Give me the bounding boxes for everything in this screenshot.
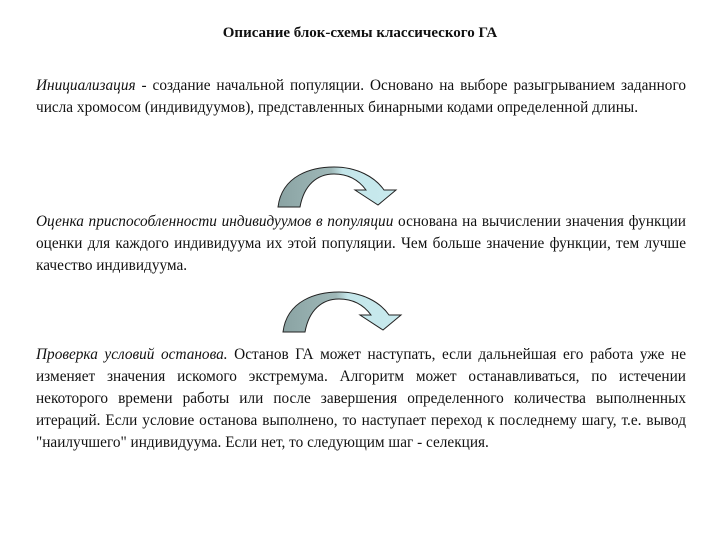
- curved-arrow-icon: [272, 165, 402, 210]
- curved-arrow-icon: [277, 290, 407, 335]
- section-stop-condition: [36, 344, 686, 454]
- section-term: Инициализация: [36, 77, 136, 94]
- section-text: Останов ГА может наступать, если дальнейшая его работа уже не изменяет значения искомого экстремума. Алгоритм может останавливаться, по истечении некоторого времени работы или после завершения определенного количества выполненных итераций. Если условие останова выполнено, то наступает переход к последнему шагу, т.е. вывод "наилучшего" индивидуума. Если нет, то следующим шаг - селекция.: [36, 346, 686, 451]
- page-title: Описание блок-схемы классического ГА: [222, 25, 498, 41]
- section-text: - создание начальной популяции. Основано на выборе разыгрыванием заданного числа хромосом (индивидуумов), представленных бинарными кодами определенной длины.: [36, 77, 686, 116]
- section-term: Проверка условий останова.: [36, 346, 228, 363]
- section-term: Оценка приспособленности индивидуумов в популяции: [36, 213, 394, 230]
- section-fitness-evaluation: [36, 211, 686, 277]
- section-text: основана на вычислении значения функции оценки для каждого индивидуума их этой популяции. Чем больше значение функции, тем лучше качество индивидуума.: [36, 213, 686, 274]
- section-initialization: [36, 75, 686, 119]
